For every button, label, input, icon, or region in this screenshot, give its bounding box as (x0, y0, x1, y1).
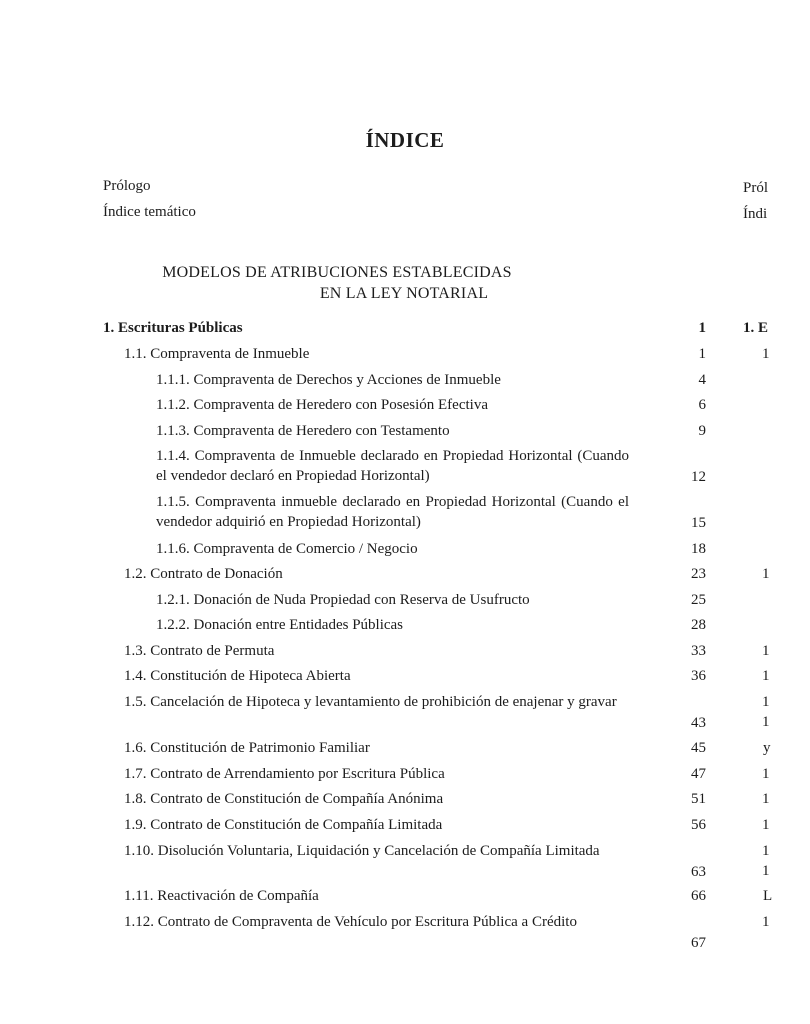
neighbor-page-fragment: 1 (762, 566, 770, 582)
neighbor-page-fragment: 1 (762, 843, 770, 859)
neighbor-page-fragment: 1 (762, 694, 770, 710)
toc-entry-title: 1.1.6. Compraventa de Comercio / Negocio (156, 541, 418, 557)
toc-entry[interactable] (124, 692, 629, 712)
neighbor-page-fragment: 1 (762, 643, 770, 659)
neighbor-page-fragment: y (763, 740, 771, 756)
neighbor-page-fragment: 1 (762, 346, 770, 362)
toc-entry[interactable] (124, 564, 629, 584)
toc-entry-title: 1.7. Contrato de Arrendamiento por Escritura Pública (124, 766, 445, 782)
neighbor-page-fragment: 1 (762, 766, 770, 782)
toc-entry[interactable] (124, 764, 629, 784)
toc-entry[interactable] (156, 446, 629, 486)
toc-page-number: 9 (698, 423, 706, 439)
toc-entry[interactable] (124, 815, 629, 835)
toc-entry-title: 1.2. Contrato de Donación (124, 566, 283, 582)
toc-page-number: 67 (691, 935, 706, 951)
toc-entry[interactable] (124, 789, 629, 809)
toc-page-number: 43 (691, 715, 706, 731)
front-matter-indice-tematico: Índice temático (103, 204, 196, 220)
toc-page-number: 4 (698, 372, 706, 388)
toc-entry-title: 1.1.4. Compraventa de Inmueble declarado en Propiedad Horizontal (Cuando el vendedor declaró en Propiedad Horizontal) (156, 448, 629, 484)
toc-entry-title: 1.4. Constitución de Hipoteca Abierta (124, 668, 351, 684)
toc-entry[interactable] (124, 841, 629, 861)
toc-entry[interactable] (103, 318, 663, 338)
toc-entry-title: 1.12. Contrato de Compraventa de Vehículo por Escritura Pública a Crédito (124, 914, 577, 930)
toc-entry-title: 1.2.1. Donación de Nuda Propiedad con Reserva de Usufructo (156, 592, 530, 608)
toc-entry-title: 1.10. Disolución Voluntaria, Liquidación y Cancelación de Compañía Limitada (124, 843, 600, 859)
toc-entry-title: 1.1.5. Compraventa inmueble declarado en Propiedad Horizontal (Cuando el vendedor adquirió en Propiedad Horizontal) (156, 494, 629, 530)
toc-page-number: 23 (691, 566, 706, 582)
section-heading-line-2: EN LA LEY NOTARIAL (319, 285, 489, 302)
toc-entry-title: 1.2.2. Donación entre Entidades Públicas (156, 617, 404, 633)
neighbor-page-fragment: 1 (762, 791, 770, 807)
toc-entry[interactable] (156, 615, 629, 635)
toc-entry-title: 1.3. Contrato de Permuta (124, 643, 275, 659)
toc-page-number: 28 (691, 617, 706, 633)
neighbor-page-fragment: L (763, 888, 773, 904)
toc-page-number: 33 (691, 643, 706, 659)
toc-page-number: 1 (698, 320, 706, 336)
neighbor-page-fragment: Índi (743, 206, 768, 222)
toc-entry-title: 1.5. Cancelación de Hipoteca y levantamiento de prohibición de enajenar y gravar (124, 694, 617, 710)
neighbor-page-fragment: 1 (762, 817, 770, 833)
toc-entry-title: 1.1.3. Compraventa de Heredero con Testamento (156, 423, 450, 439)
toc-page-number: 25 (691, 592, 706, 608)
toc-entry-title: 1.9. Contrato de Constitución de Compañía Limitada (124, 817, 443, 833)
front-matter-prologo: Prólogo (103, 178, 151, 194)
toc-entry-title: 1.1. Compraventa de Inmueble (124, 346, 310, 362)
toc-entry-title: 1.1.2. Compraventa de Heredero con Posesión Efectiva (156, 397, 488, 413)
section-heading (100, 262, 708, 304)
toc-entry[interactable] (156, 370, 629, 390)
toc-entry[interactable] (156, 421, 629, 441)
toc-page-number: 47 (691, 766, 706, 782)
toc-entry-title: 1.11. Reactivación de Compañía (124, 888, 319, 904)
toc-entry[interactable] (156, 590, 629, 610)
toc-page-number: 15 (691, 515, 706, 531)
toc-page-number: 18 (691, 541, 706, 557)
toc-entry[interactable] (124, 344, 629, 364)
toc-entry-title: 1. Escrituras Públicas (103, 320, 243, 336)
toc-page-number: 66 (691, 888, 706, 904)
toc-entry[interactable] (124, 886, 629, 906)
page-title: ÍNDICE (365, 128, 445, 152)
toc-page-number: 63 (691, 864, 706, 880)
neighbor-page-fragment: 1. E (743, 320, 769, 336)
neighbor-page-fragment: Pról (743, 180, 769, 196)
toc-entry[interactable] (124, 641, 629, 661)
toc-entry[interactable] (124, 738, 629, 758)
toc-page-number: 36 (691, 668, 706, 684)
toc-entry-title: 1.6. Constitución de Patrimonio Familiar (124, 740, 370, 756)
toc-page-number: 45 (691, 740, 706, 756)
neighbor-page-fragment: 1 (762, 863, 770, 879)
toc-entry[interactable] (156, 395, 629, 415)
toc-page-number: 12 (691, 469, 706, 485)
toc-entry[interactable] (124, 666, 629, 686)
neighbor-page-fragment: 1 (762, 668, 770, 684)
toc-entry[interactable] (124, 912, 629, 932)
toc-entry[interactable] (156, 492, 629, 532)
neighbor-page-fragment: 1 (762, 914, 770, 930)
toc-page-number: 1 (698, 346, 706, 362)
toc-entry-title: 1.1.1. Compraventa de Derechos y Acciones de Inmueble (156, 372, 501, 388)
toc-page-number: 56 (691, 817, 706, 833)
toc-entry[interactable] (156, 539, 629, 559)
toc-page-number: 6 (698, 397, 706, 413)
toc-page-number: 51 (691, 791, 706, 807)
section-heading-line-1: MODELOS DE ATRIBUCIONES ESTABLECIDAS (162, 264, 512, 281)
neighbor-page-fragment: 1 (762, 714, 770, 730)
toc-entry-title: 1.8. Contrato de Constitución de Compañía Anónima (124, 791, 444, 807)
